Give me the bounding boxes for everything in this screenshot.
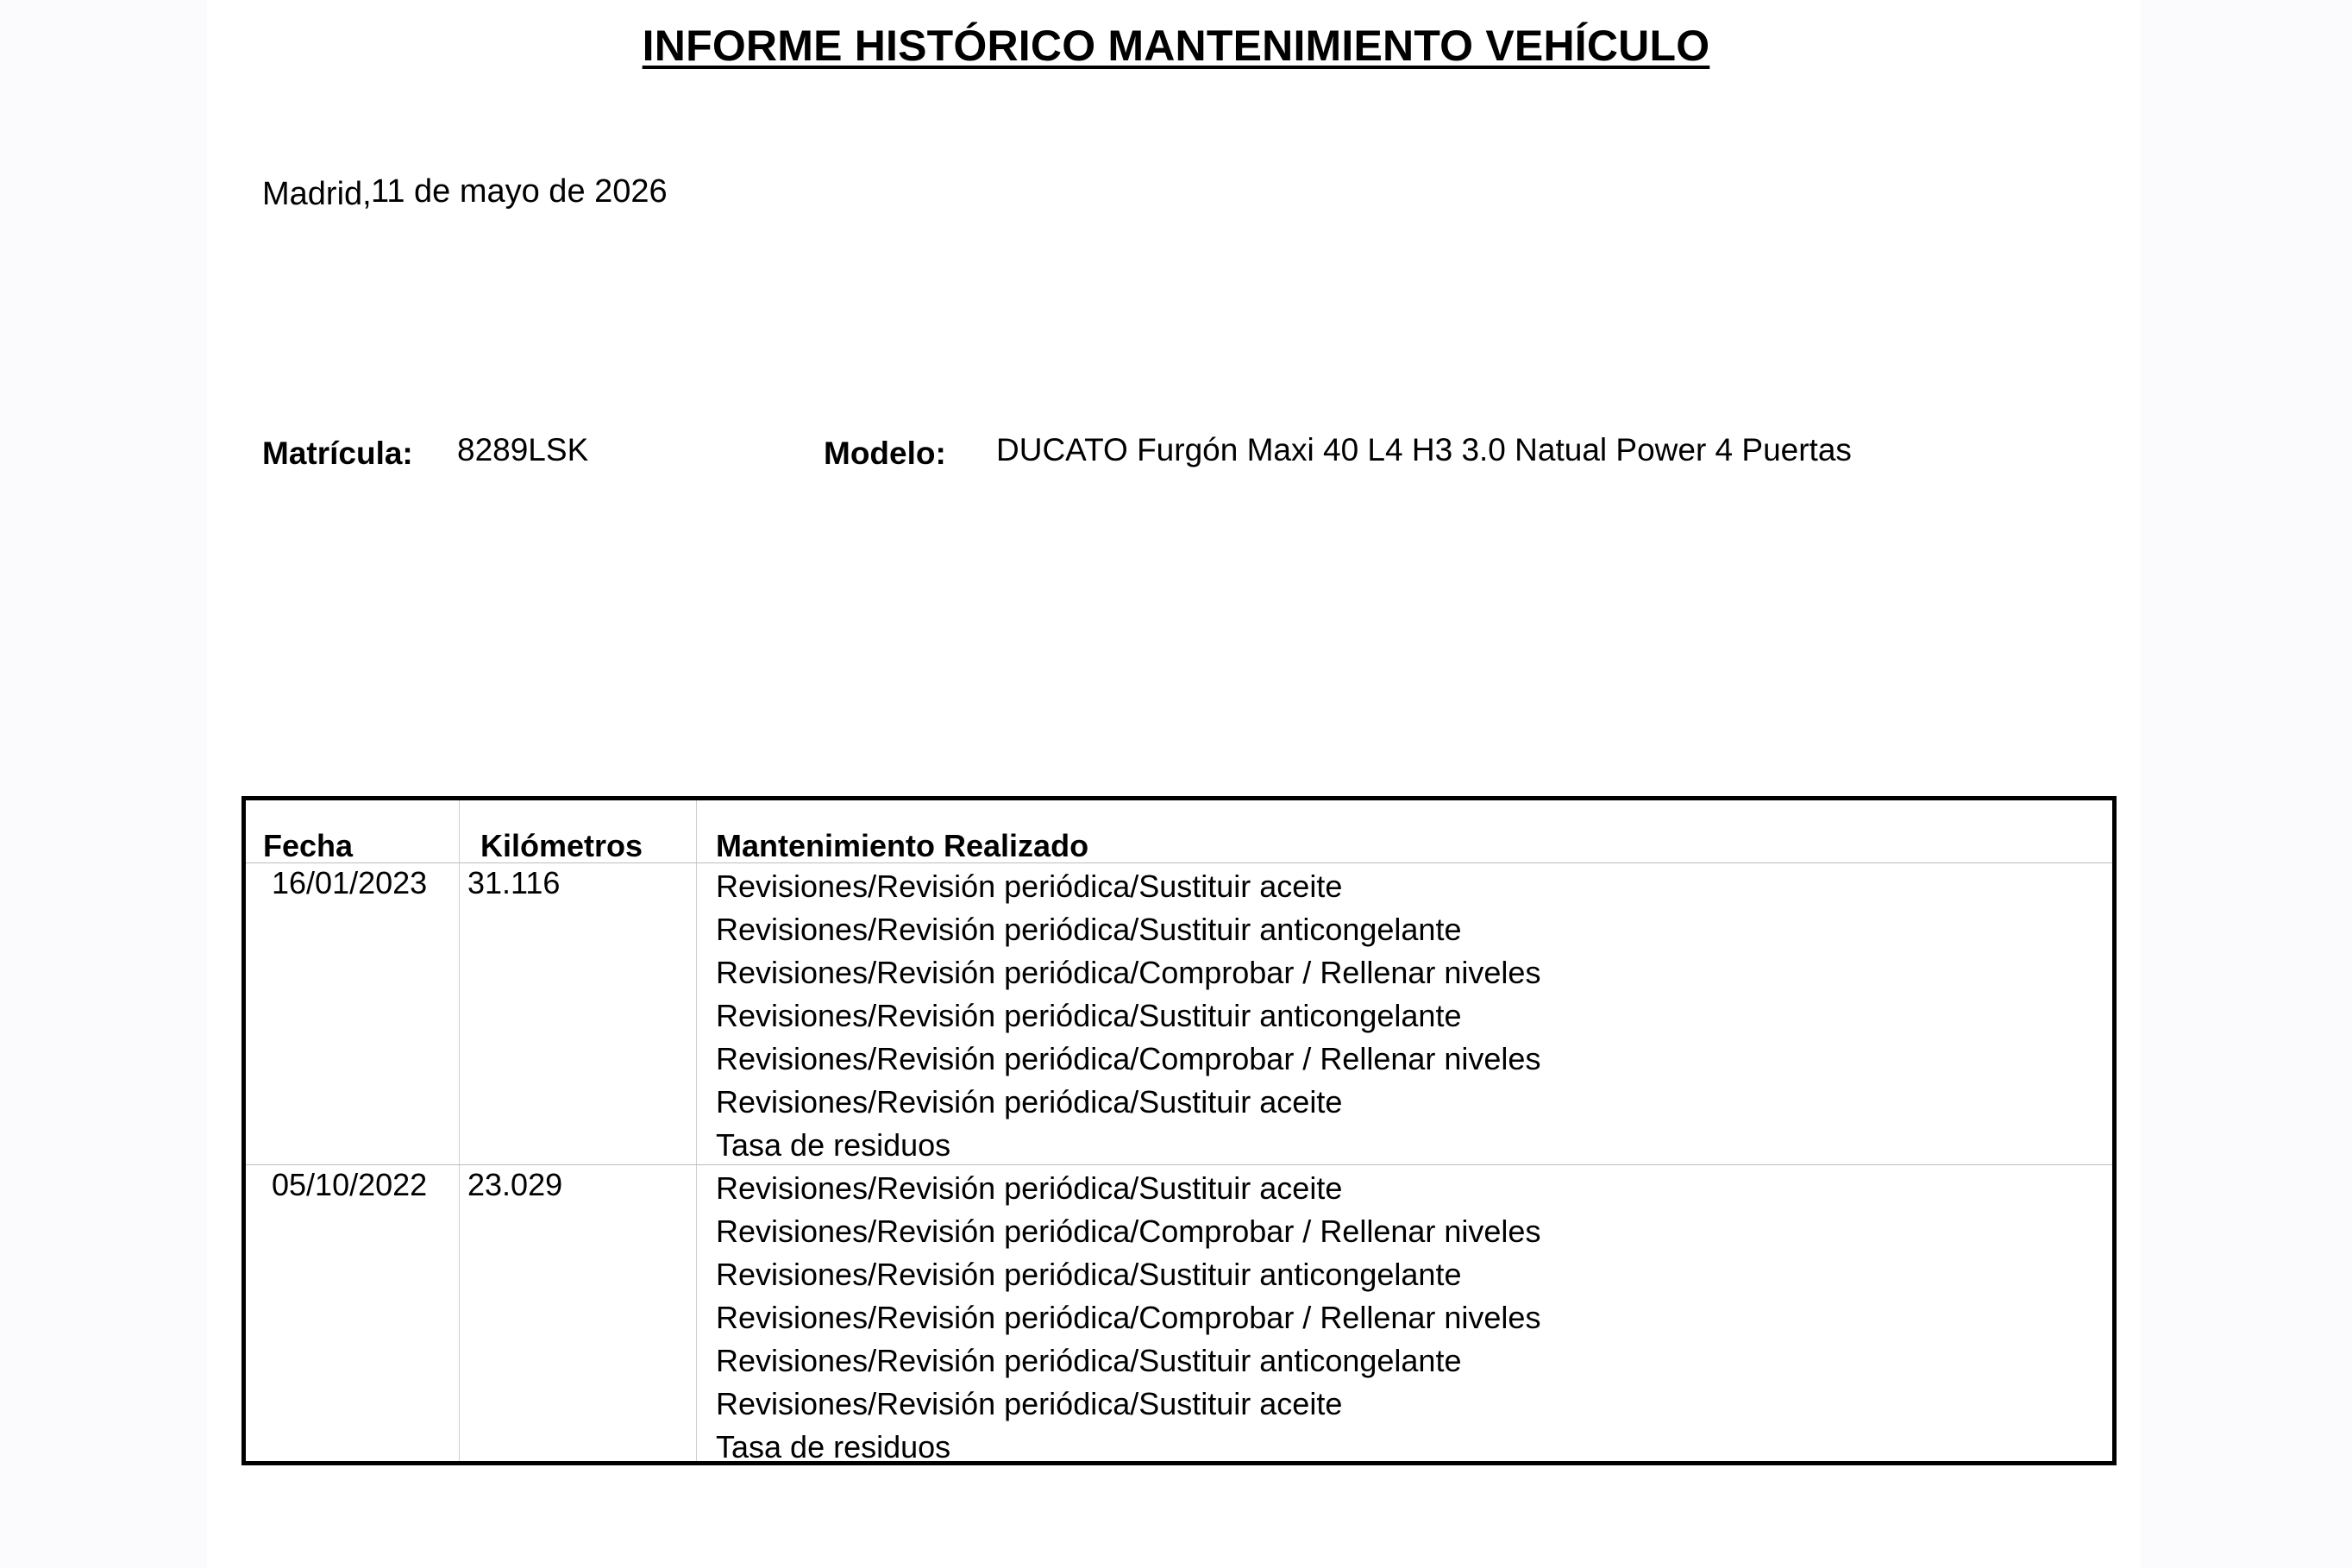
row-km: 31.116: [467, 865, 561, 900]
maintenance-item: Revisiones/Revisión periódica/Sustituir anticongelante: [716, 1343, 1462, 1378]
maintenance-table: [241, 796, 2117, 1465]
header-maintenance: Mantenimiento Realizado: [716, 828, 1089, 863]
maintenance-item: Revisiones/Revisión periódica/Comprobar / Rellenar niveles: [716, 1041, 1541, 1076]
table-row: [246, 1165, 2112, 1465]
maintenance-list: [716, 1167, 1540, 1469]
maintenance-item: Revisiones/Revisión periódica/Comprobar / Rellenar niveles: [716, 955, 1541, 990]
row-km: 23.029: [467, 1167, 563, 1202]
maintenance-item: Revisiones/Revisión periódica/Sustituir aceite: [716, 1386, 1343, 1421]
row-date: 05/10/2022: [272, 1167, 428, 1202]
maintenance-item: Revisiones/Revisión periódica/Sustituir anticongelante: [716, 912, 1462, 947]
maintenance-item: Revisiones/Revisión periódica/Sustituir anticongelante: [716, 998, 1462, 1033]
maintenance-item: Tasa de residuos: [716, 1429, 951, 1465]
maintenance-item: Tasa de residuos: [716, 1127, 951, 1163]
maintenance-item: Revisiones/Revisión periódica/Sustituir aceite: [716, 869, 1343, 904]
model-label: Modelo:: [824, 436, 946, 471]
maintenance-item: Revisiones/Revisión periódica/Sustituir aceite: [716, 1170, 1343, 1206]
place-text: Madrid,: [262, 176, 372, 212]
plate-value: 8289LSK: [457, 432, 589, 467]
header-date: Fecha: [263, 828, 354, 863]
row-date: 16/01/2023: [272, 865, 428, 900]
model-value: DUCATO Furgón Maxi 40 L4 H3 3.0 Natual Power 4 Puertas: [996, 432, 1852, 467]
maintenance-item: Revisiones/Revisión periódica/Sustituir aceite: [716, 1084, 1343, 1120]
maintenance-item: Revisiones/Revisión periódica/Comprobar / Rellenar niveles: [716, 1300, 1541, 1335]
maintenance-item: Revisiones/Revisión periódica/Comprobar / Rellenar niveles: [716, 1214, 1541, 1249]
plate-label: Matrícula:: [262, 436, 413, 471]
report-title: INFORME HISTÓRICO MANTENIMIENTO VEHÍCULO: [642, 22, 1710, 70]
date-text: 11 de mayo de 2026: [371, 173, 668, 210]
maintenance-item: Revisiones/Revisión periódica/Sustituir anticongelante: [716, 1257, 1462, 1292]
table-row: [246, 863, 2112, 1164]
maintenance-list: [716, 865, 1540, 1167]
header-km: Kilómetros: [480, 828, 643, 863]
